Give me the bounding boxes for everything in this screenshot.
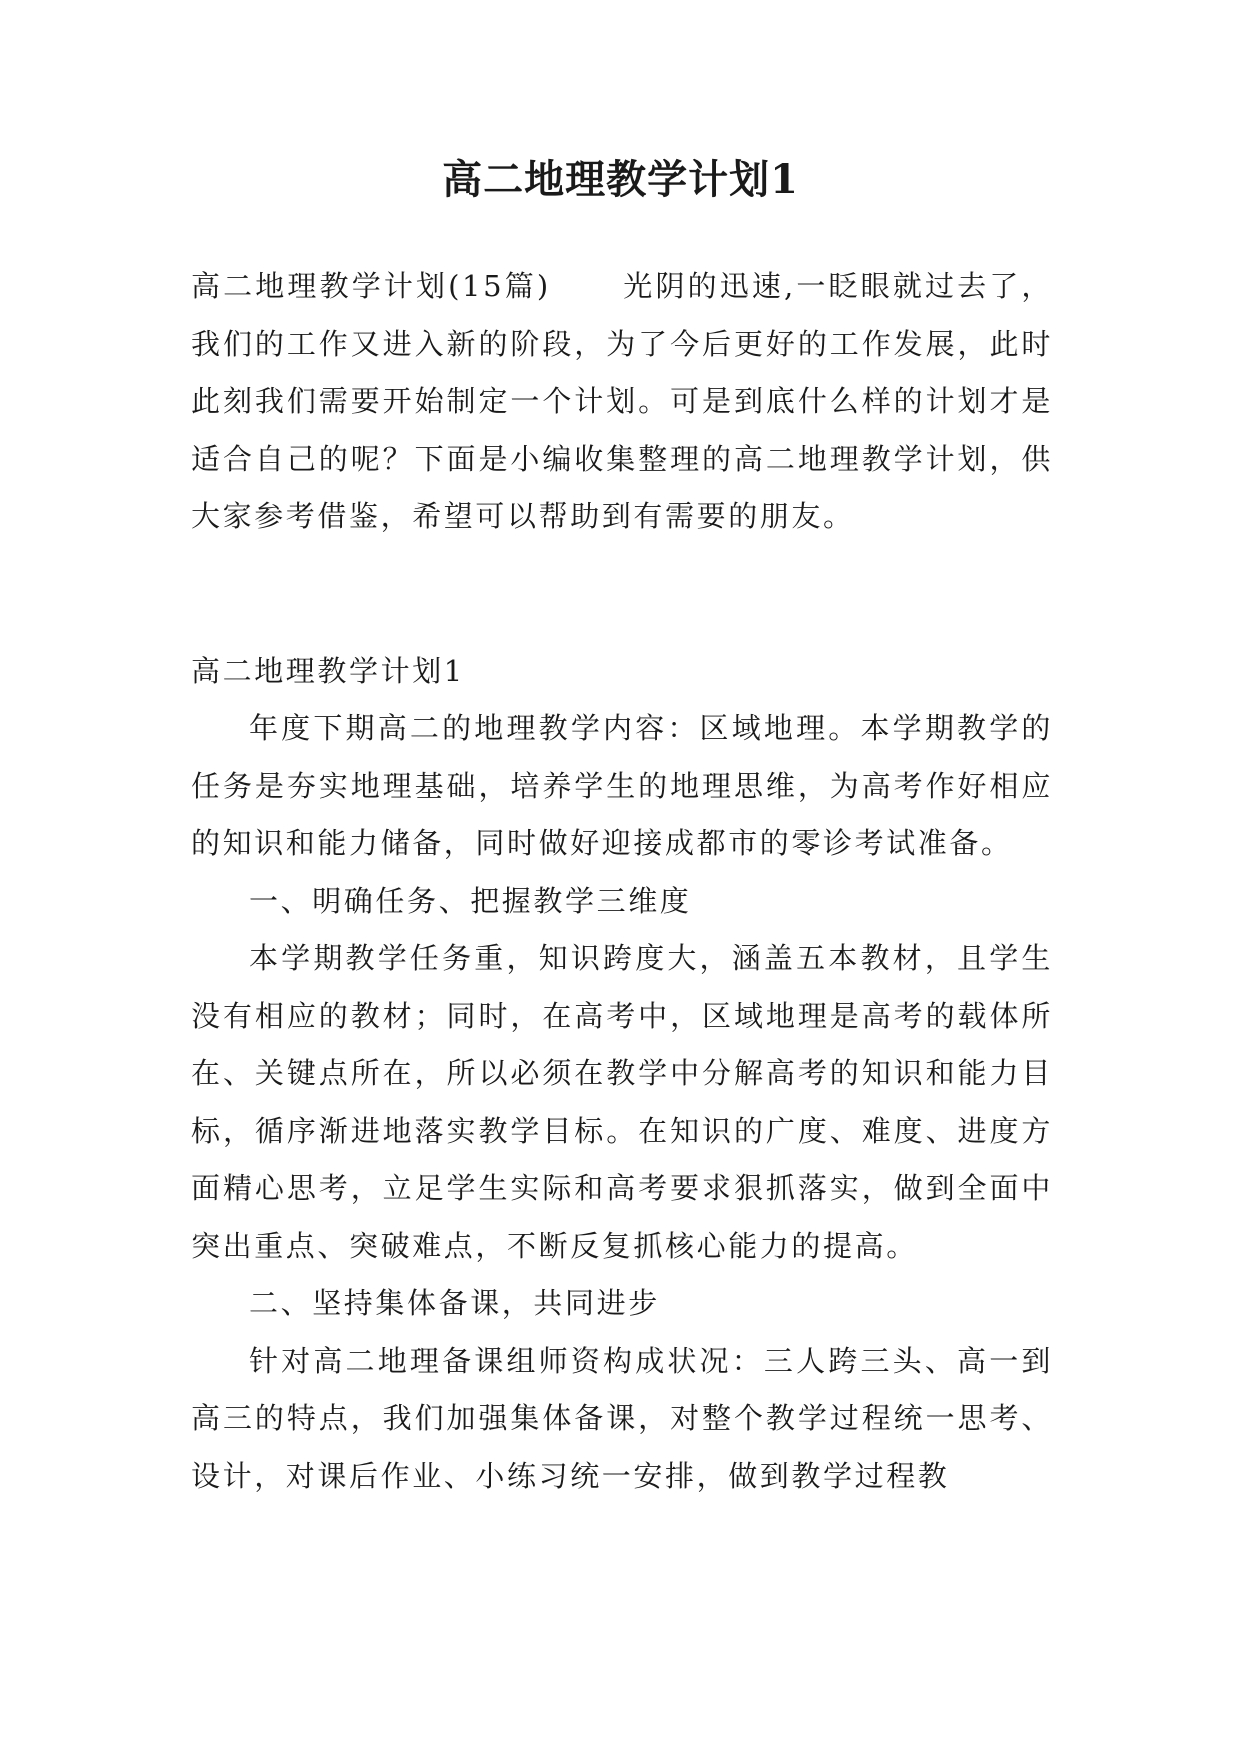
section-content [191, 700, 1053, 1505]
intro-text: 光阴的迅速,一眨眼就过去了，我们的工作又进入新的阶段，为了今后更好的工作发展，此时此刻我们需要开始制定一个计划。可是到底什么样的计划才是适合自己的呢？下面是小编收集整理的高二地理教学计划，供大家参考借鉴，希望可以帮助到有需要的朋友。 [191, 269, 1053, 533]
heading-task: 一、明确任务、把握教学三维度 [249, 883, 692, 918]
document-title: 高二地理教学计划1 [442, 156, 799, 203]
paragraph-collective-prep: 针对高二地理备课组师资构成状况：三人跨三头、高一到高三的特点，我们加强集体备课，对整个教学过程统一思考、设计，对课后作业、小练习统一安排，做到教学过程教 [191, 1343, 1053, 1493]
heading-collective-prep: 二、坚持集体备课，共同进步 [249, 1286, 660, 1320]
paragraph-task: 本学期教学任务重，知识跨度大，涵盖五本教材，且学生没有相应的教材；同时，在高考中，区域地理是高考的载体所在、关键点所在，所以必须在教学中分解高考的知识和能力目标，循序渐进地落实教学目标。在知识的广度、难度、进度方面精心思考，立足学生实际和高考要求狠抓落实，做到全面中突出重点、突破难点，不断反复抓核心能力的提高。 [191, 941, 1053, 1263]
intro-heading: 高二地理教学计划(15篇) [191, 269, 551, 303]
paragraph-overview: 年度下期高二的地理教学内容：区域地理。本学期教学的任务是夯实地理基础，培养学生的地理思维，为高考作好相应的知识和能力储备，同时做好迎接成都市的零诊考试准备。 [191, 711, 1053, 860]
section-title: 高二地理教学计划1 [191, 654, 465, 688]
intro-paragraph [191, 258, 1053, 546]
